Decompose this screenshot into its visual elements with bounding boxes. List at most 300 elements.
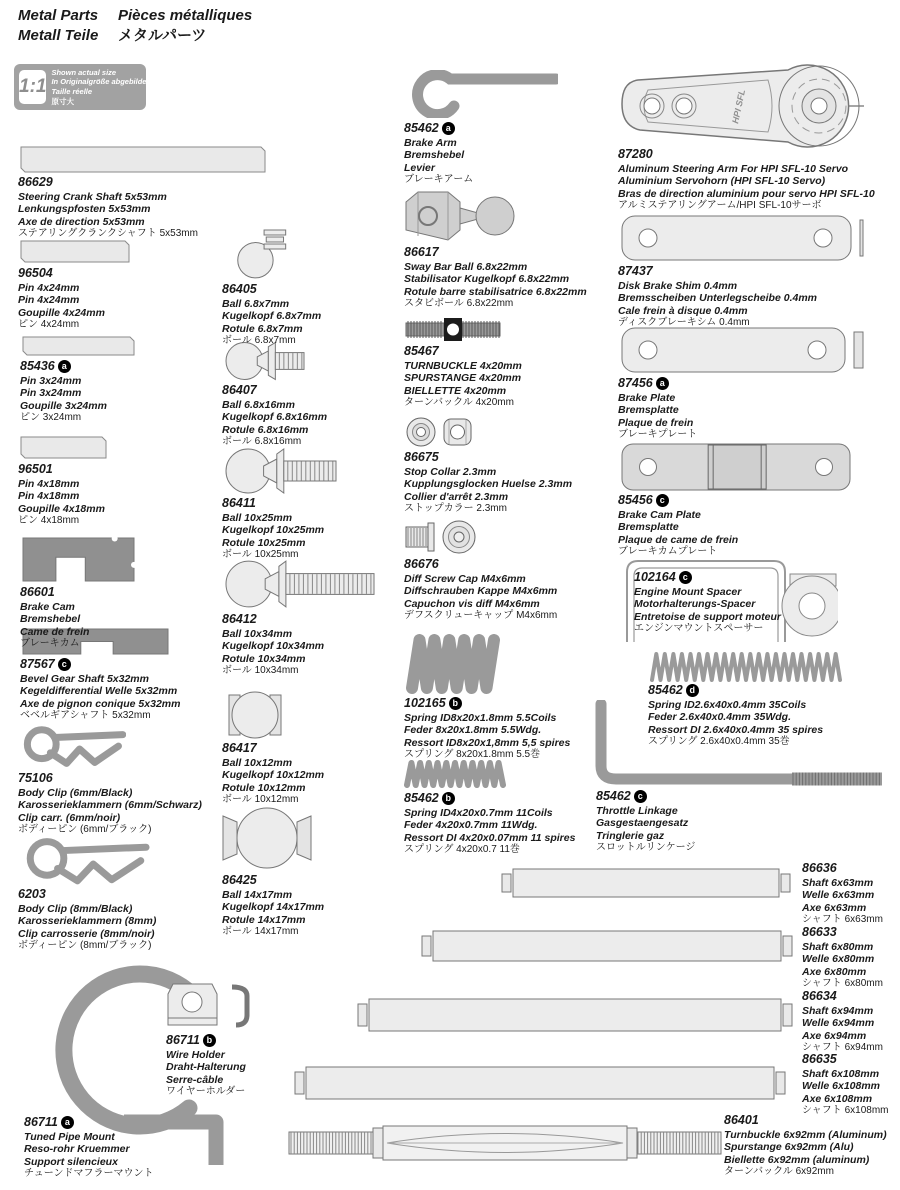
part-number-row (404, 245, 587, 260)
part-number: 85467 (404, 344, 439, 358)
part-name-line: Bremshebel (404, 149, 465, 162)
part-name-line: ボール 10x12mm (222, 793, 299, 805)
part-name-line: シャフト 6x94mm (802, 1041, 883, 1053)
part-name-line: Axe de pignon conique 5x32mm (20, 697, 181, 710)
part-85456-c-illustration (620, 442, 852, 492)
part-number-row (404, 121, 473, 136)
part-name-line: ボール 10x25mm (222, 548, 299, 560)
part-number-row (222, 383, 327, 398)
part-number: 86412 (222, 612, 257, 626)
part-85436-a-illustration (22, 336, 135, 356)
part-name-line: ボール 10x34mm (222, 664, 299, 676)
part-87567-c-label (20, 657, 180, 722)
part-name-line: Body Clip (8mm/Black) (18, 902, 133, 915)
part-name-line: ピン 4x18mm (18, 514, 80, 526)
part-name-line: Capuchon vis diff M4x6mm (404, 597, 540, 610)
title-ja: メタルパーツ (118, 26, 207, 44)
part-name-line: Ball 14x17mm (222, 888, 293, 901)
scale-caption (51, 68, 149, 107)
part-86635-illustration (293, 1064, 787, 1102)
part-number-row (618, 493, 738, 508)
part-name-line: ボール 6.8x16mm (222, 435, 302, 447)
part-name-line: Stabilisator Kugelkopf 6.8x22mm (404, 273, 570, 286)
scale-ratio: 1:1 (19, 70, 46, 104)
part-name-line: Welle 6x80mm (802, 953, 875, 966)
part-86425-label (222, 873, 324, 938)
bag-letter-badge: a (61, 1116, 74, 1129)
part-number: 86601 (20, 585, 55, 599)
part-name-line: Brake Plate (618, 391, 676, 404)
part-86711-b-label (166, 1033, 246, 1098)
part-number-row (618, 376, 697, 391)
part-name-line: Clip carrosserie (8mm/noir) (18, 927, 155, 940)
part-86412-illustration (224, 558, 376, 610)
title-en: Metal Parts (18, 7, 99, 24)
part-name-line: Collier d'arrêt 2.3mm (404, 490, 509, 503)
part-name-line: Welle 6x94mm (802, 1017, 875, 1030)
part-name-line: Aluminum Steering Arm For HPI SFL-10 Servo (618, 162, 849, 175)
part-name-line: Rotule 10x12mm (222, 781, 306, 794)
part-name-line: シャフト 6x80mm (802, 977, 883, 989)
part-name-line: Feder 8x20x1.8mm 5.5Wdg. (404, 724, 542, 737)
part-name-line: Pin 3x24mm (20, 374, 82, 387)
part-number: 75106 (18, 771, 53, 785)
part-name-line: Ball 6.8x7mm (222, 297, 290, 310)
part-name-line: Kugelkopf 10x34mm (222, 640, 325, 653)
part-name-line: ブレーキカム (20, 637, 80, 649)
part-85467-illustration (404, 316, 502, 343)
part-number: 85436 (20, 359, 55, 373)
part-85462-d-illustration (650, 652, 842, 682)
part-number: 86411 (222, 496, 256, 510)
part-87280-label (618, 147, 875, 212)
part-name-line: ターンバックル 6x92mm (724, 1165, 834, 1177)
part-name-line: Welle 6x108mm (802, 1080, 881, 1093)
part-number-row (404, 791, 575, 806)
part-name-line: ブレーキアーム (404, 173, 474, 185)
part-name-line: ターンバックル 4x20mm (404, 396, 514, 408)
bag-letter-badge: c (656, 494, 669, 507)
part-number-row (618, 147, 875, 162)
part-name-line: Disk Brake Shim 0.4mm (618, 279, 738, 292)
part-number-row (20, 585, 89, 600)
part-85467-label (404, 344, 522, 409)
part-86412-label (222, 612, 324, 677)
part-name-line: BIELLETTE 4x20mm (404, 384, 507, 397)
part-number-row (802, 861, 883, 876)
part-name-line: Rotule barre stabilisatrice 6.8x22mm (404, 285, 587, 298)
part-102165-b-label (404, 696, 570, 761)
part-number: 86635 (802, 1052, 837, 1066)
bag-letter-badge: a (58, 360, 71, 373)
part-number: 86636 (802, 861, 837, 875)
part-75106-label (18, 771, 202, 836)
part-name-line: Plaque de came de frein (618, 533, 739, 546)
part-name-line: Stop Collar 2.3mm (404, 465, 497, 478)
part-86417-label (222, 741, 324, 806)
part-number: 102164 (634, 570, 676, 584)
part-number: 86629 (18, 175, 53, 189)
part-number: 86633 (802, 925, 837, 939)
part-86634-label (802, 989, 883, 1054)
part-number: 86417 (222, 741, 257, 755)
part-name-line: Tringlerie gaz (596, 829, 665, 842)
part-86676-illustration (404, 518, 480, 556)
part-96501-label (18, 462, 105, 527)
part-86675-label (404, 450, 572, 515)
part-number: 85462 (404, 121, 439, 135)
part-87437-illustration (620, 214, 866, 262)
part-85462-d-label (648, 683, 823, 748)
part-number-row (724, 1113, 887, 1128)
part-name-line: アルミステアリングアーム/HPI SFL-10サーボ (618, 199, 822, 211)
part-number-row (634, 570, 781, 585)
part-86405-illustration (236, 228, 290, 280)
part-87437-label (618, 264, 817, 329)
part-87280-illustration (618, 64, 864, 148)
part-number: 87567 (20, 657, 55, 671)
part-name-line: Ressort DI 4x20x0.07mm 11 spires (404, 831, 576, 844)
part-name-line: ベベルギアシャフト 5x32mm (20, 709, 151, 721)
part-number: 96501 (18, 462, 53, 476)
part-name-line: Spring ID8x20x1.8mm 5.5Coils (404, 711, 557, 724)
part-number: 86676 (404, 557, 439, 571)
bag-letter-badge: a (656, 377, 669, 390)
part-name-line: Shaft 6x94mm (802, 1004, 874, 1017)
part-number: 85462 (648, 683, 683, 697)
part-name-line: Biellette 6x92mm (aluminum) (724, 1153, 870, 1166)
part-name-line: Bremshebel (20, 613, 81, 626)
part-name-line: Rotule 6.8x7mm (222, 322, 303, 335)
part-86636-label (802, 861, 883, 926)
part-86633-illustration (420, 928, 794, 964)
part-number: 86711 (166, 1033, 200, 1047)
part-86425-illustration (221, 806, 313, 870)
part-name-line: Kegeldifferential Welle 5x32mm (20, 685, 178, 698)
svg-text:HPI SFL: HPI SFL (730, 88, 748, 125)
part-name-line: Bremsplatte (618, 521, 679, 534)
bag-letter-badge: a (442, 122, 455, 135)
part-86617-label (404, 245, 587, 310)
part-86601-illustration (22, 537, 135, 582)
part-86636-illustration (500, 866, 792, 900)
scale-caption-en: Shown actual size (51, 67, 117, 77)
part-number-row (18, 771, 202, 786)
part-name-line: Brake Cam Plate (618, 508, 701, 521)
part-number-row (222, 496, 324, 511)
scale-caption-ja: 原寸大 (51, 96, 74, 106)
part-number-row (404, 450, 572, 465)
part-6203-label (18, 887, 156, 952)
part-number: 86425 (222, 873, 257, 887)
part-96504-illustration (20, 240, 130, 263)
part-name-line: デフスクリューキャップ M4x6mm (404, 609, 558, 621)
part-number-row (404, 696, 570, 711)
part-87456-a-illustration (620, 326, 866, 374)
part-name-line: Rotule 6.8x16mm (222, 423, 309, 436)
part-name-line: ボディーピン (6mm/ブラック) (18, 823, 152, 835)
part-name-line: Body Clip (6mm/Black) (18, 786, 133, 799)
part-name-line: Rotule 10x25mm (222, 536, 306, 549)
part-number-row (24, 1115, 154, 1130)
part-85462-a-label (404, 121, 473, 186)
part-name-line: Axe 6x63mm (802, 901, 867, 914)
part-86417-illustration (227, 690, 283, 740)
part-name-line: Bevel Gear Shaft 5x32mm (20, 672, 149, 685)
part-number: 86407 (222, 383, 257, 397)
part-name-line: Entretoise de support moteur (634, 610, 782, 623)
part-name-line: Tuned Pipe Mount (24, 1130, 115, 1143)
part-86676-label (404, 557, 557, 622)
scale-caption-fr: Taille réelle (51, 87, 93, 96)
part-name-line: チューンドマフラーマウント (24, 1167, 154, 1179)
part-name-line: Steering Crank Shaft 5x53mm (18, 190, 167, 203)
part-number-row (222, 612, 324, 627)
part-name-line: TURNBUCKLE 4x20mm (404, 359, 522, 372)
part-name-line: ステアリングクランクシャフト 5x53mm (18, 227, 198, 239)
part-name-line: Rotule 14x17mm (222, 913, 306, 926)
part-name-line: Pin 3x24mm (20, 387, 82, 400)
part-name-line: Gasgestaengesatz (596, 817, 689, 830)
part-name-line: Draht-Halterung (166, 1061, 246, 1074)
part-number-row (648, 683, 823, 698)
part-name-line: スプリング 8x20x1.8mm 5.5巻 (404, 748, 541, 760)
part-name-line: Kugelkopf 10x25mm (222, 524, 325, 537)
part-name-line: Welle 6x63mm (802, 889, 875, 902)
title-de: Metall Teile (18, 26, 99, 44)
part-name-line: Ball 6.8x16mm (222, 398, 295, 411)
part-86405-label (222, 282, 321, 347)
part-85436-a-label (20, 359, 107, 424)
part-86601-label (20, 585, 89, 650)
title-fr: Pièces métalliques (118, 7, 253, 24)
part-name-line: Brake Arm (404, 136, 457, 149)
bag-letter-badge: b (203, 1034, 216, 1047)
part-number-row (18, 462, 105, 477)
bag-letter-badge: c (634, 790, 647, 803)
part-name-line: ボール 6.8x7mm (222, 334, 296, 346)
part-86634-illustration (356, 996, 794, 1034)
part-name-line: Kugelkopf 6.8x16mm (222, 411, 328, 424)
bag-letter-badge: c (679, 571, 692, 584)
part-name-line: Kupplungsglocken Huelse 2.3mm (404, 478, 573, 491)
part-name-line: Karosserieklammern (8mm) (18, 915, 157, 928)
part-number: 85462 (596, 789, 631, 803)
part-name-line: Serre-câble (166, 1073, 224, 1086)
part-name-line: シャフト 6x63mm (802, 913, 883, 925)
part-86407-label (222, 383, 327, 448)
part-name-line: Shaft 6x63mm (802, 876, 874, 889)
part-name-line: Kugelkopf 10x12mm (222, 769, 325, 782)
part-number-row (166, 1033, 246, 1048)
part-number: 87280 (618, 147, 653, 161)
part-name-line: Turnbuckle 6x92mm (Aluminum) (724, 1128, 887, 1141)
part-name-line: ディスクブレーキシム 0.4mm (618, 316, 750, 328)
part-name-line: スロットルリンケージ (596, 841, 696, 853)
part-86635-label (802, 1052, 889, 1117)
part-86411-illustration (224, 446, 338, 496)
scale-1-1-badge (14, 64, 149, 110)
scale-caption-de: In Originalgröße abgebildet (51, 77, 149, 87)
part-number: 86401 (724, 1113, 759, 1127)
part-name-line: Pin 4x18mm (18, 490, 80, 503)
part-name-line: Motorhalterungs-Spacer (634, 598, 756, 611)
part-name-line: SPURSTANGE 4x20mm (404, 372, 522, 385)
part-name-line: Wire Holder (166, 1048, 225, 1061)
part-name-line: ボディーピン (8mm/ブラック) (18, 939, 152, 951)
part-name-line: Rotule 10x34mm (222, 652, 306, 665)
part-number-row (222, 741, 324, 756)
part-name-line: Levier (404, 161, 435, 174)
part-name-line: Sway Bar Ball 6.8x22mm (404, 260, 528, 273)
part-name-line: Goupille 4x18mm (18, 502, 105, 515)
part-name-line: ボール 14x17mm (222, 925, 299, 937)
part-number: 6203 (18, 887, 46, 901)
part-name-line: Pin 4x18mm (18, 477, 80, 490)
part-number-row (802, 925, 883, 940)
part-name-line: Ball 10x34mm (222, 627, 293, 640)
part-85462-b-illustration (404, 760, 506, 788)
part-name-line: Cale frein à disque 0.4mm (618, 304, 748, 317)
part-name-line: Engine Mount Spacer (634, 585, 742, 598)
part-number-row (802, 1052, 889, 1067)
part-name-line: Ball 10x12mm (222, 756, 293, 769)
part-name-line: Axe 6x108mm (802, 1092, 873, 1105)
part-name-line: シャフト 6x108mm (802, 1104, 889, 1116)
part-name-line: Bremsplatte (618, 404, 679, 417)
part-102165-b-illustration (406, 634, 500, 694)
part-number: 86405 (222, 282, 257, 296)
part-86675-illustration (404, 416, 478, 448)
part-85462-a-illustration (404, 70, 558, 118)
part-name-line: Ressort ID8x20x1,8mm 5,5 spires (404, 736, 571, 749)
part-number-row (222, 282, 321, 297)
part-name-line: Goupille 3x24mm (20, 399, 107, 412)
part-number-row (18, 887, 156, 902)
part-86711-b-illustration (162, 980, 258, 1032)
part-86401-illustration (287, 1120, 723, 1166)
part-number: 87437 (618, 264, 653, 278)
part-name-line: エンジンマウントスペーサー (634, 622, 764, 634)
part-number: 85456 (618, 493, 653, 507)
bag-letter-badge: c (58, 658, 71, 671)
bag-letter-badge: b (449, 697, 462, 710)
part-number-row (20, 359, 107, 374)
part-number: 86675 (404, 450, 439, 464)
part-name-line: Axe de direction 5x53mm (18, 215, 145, 228)
part-86629-illustration (20, 146, 266, 173)
part-number-row (404, 344, 522, 359)
part-name-line: Shaft 6x108mm (802, 1067, 880, 1080)
part-number: 86711 (24, 1115, 58, 1129)
part-name-line: Spring ID2.6x40x0.4mm 35Coils (648, 698, 807, 711)
part-name-line: Bras de direction aluminium pour servo HPI SFL-10 (618, 187, 875, 200)
part-number-row (596, 789, 695, 804)
part-86617-illustration (404, 190, 516, 242)
page-title (18, 6, 252, 45)
part-85456-c-label (618, 493, 738, 558)
part-name-line: ワイヤーホルダー (166, 1085, 246, 1097)
part-number-row (18, 266, 105, 281)
part-name-line: Pin 4x24mm (18, 294, 80, 307)
part-85462-c-label (596, 789, 695, 854)
part-name-line: Spring ID4x20x0.7mm 11Coils (404, 806, 553, 819)
part-name-line: Kugelkopf 6.8x7mm (222, 310, 322, 323)
part-number-row (802, 989, 883, 1004)
part-name-line: Ressort DI 2.6x40x0.4mm 35 spires (648, 723, 824, 736)
part-6203-illustration (18, 836, 150, 892)
part-name-line: Feder 2.6x40x0.4mm 35Wdg. (648, 711, 791, 724)
part-86711-a-label (24, 1115, 154, 1180)
part-86401-label (724, 1113, 887, 1178)
part-name-line: Spurstange 6x92mm (Alu) (724, 1141, 854, 1154)
part-name-line: Clip carr. (6mm/noir) (18, 811, 121, 824)
bag-letter-badge: b (442, 792, 455, 805)
part-name-line: Came de frein (20, 625, 90, 638)
part-name-line: Diff Screw Cap M4x6mm (404, 572, 526, 585)
part-name-line: Plaque de frein (618, 416, 694, 429)
part-name-line: ブレーキカムプレート (618, 545, 718, 557)
part-name-line: Lenkungspfosten 5x53mm (18, 203, 151, 216)
part-number-row (618, 264, 817, 279)
part-87456-a-label (618, 376, 697, 441)
part-name-line: ストップカラー 2.3mm (404, 502, 507, 514)
part-name-line: スタビボール 6.8x22mm (404, 297, 514, 309)
part-name-line: Goupille 4x24mm (18, 306, 105, 319)
part-name-line: Bremsscheiben Unterlegscheibe 0.4mm (618, 292, 817, 305)
part-name-line: Axe 6x94mm (802, 1029, 867, 1042)
part-number-row (20, 657, 180, 672)
part-number: 96504 (18, 266, 53, 280)
part-number-row (222, 873, 324, 888)
part-96501-illustration (20, 436, 107, 459)
part-96504-label (18, 266, 105, 331)
part-86411-label (222, 496, 324, 561)
part-name-line: Karosserieklammern (6mm/Schwarz) (18, 799, 202, 812)
part-86633-label (802, 925, 883, 990)
part-name-line: Axe 6x80mm (802, 965, 867, 978)
part-name-line: Aluminium Servohorn (HPI SFL-10 Servo) (618, 175, 826, 188)
part-name-line: Throttle Linkage (596, 804, 678, 817)
part-name-line: Feder 4x20x0.7mm 11Wdg. (404, 819, 538, 832)
part-name-line: Ball 10x25mm (222, 511, 293, 524)
part-number: 85462 (404, 791, 439, 805)
part-number: 86634 (802, 989, 837, 1003)
part-number: 86617 (404, 245, 439, 259)
part-name-line: Support silencieux (24, 1155, 118, 1168)
part-name-line: スプリング 4x20x0.7 11巻 (404, 843, 520, 855)
part-number: 102165 (404, 696, 446, 710)
part-75106-illustration (18, 725, 126, 773)
part-name-line: ブレーキプレート (618, 428, 698, 440)
part-85462-b-label (404, 791, 575, 856)
part-number-row (404, 557, 557, 572)
part-name-line: Reso-rohr Kruemmer (24, 1143, 130, 1156)
part-86629-label (18, 175, 198, 240)
part-name-line: Kugelkopf 14x17mm (222, 901, 325, 914)
part-102164-c-label (634, 570, 781, 635)
part-name-line: Brake Cam (20, 600, 75, 613)
part-name-line: スプリング 2.6x40x0.4mm 35巻 (648, 735, 790, 747)
part-name-line: Shaft 6x80mm (802, 940, 874, 953)
part-name-line: Pin 4x24mm (18, 281, 80, 294)
part-name-line: ピン 4x24mm (18, 318, 80, 330)
part-number: 87456 (618, 376, 653, 390)
part-name-line: Diffschrauben Kappe M4x6mm (404, 585, 558, 598)
part-number-row (18, 175, 198, 190)
part-name-line: ピン 3x24mm (20, 411, 82, 423)
bag-letter-badge: d (686, 684, 699, 697)
